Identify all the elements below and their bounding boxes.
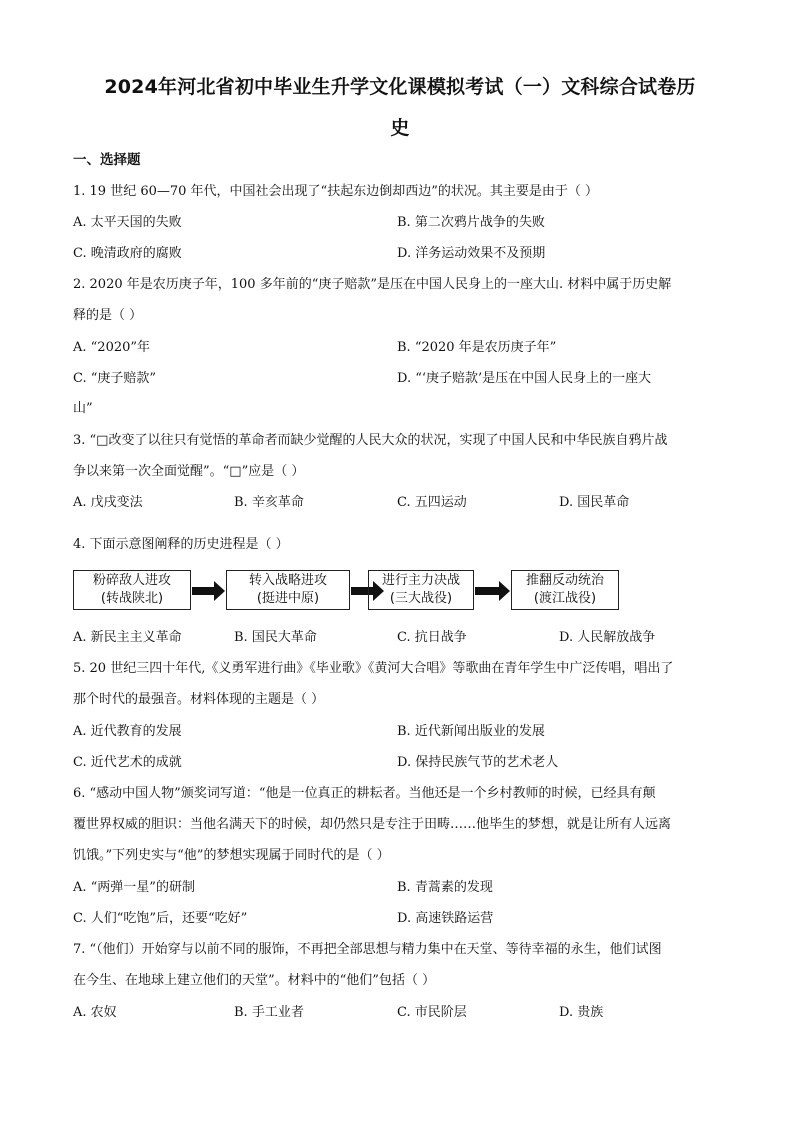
flow-box-4: [511, 570, 619, 610]
question-7-option-d: D. 贵族: [559, 1005, 604, 1020]
process-flow-diagram: [73, 570, 633, 614]
flow-box-3: [368, 570, 474, 610]
flow-box-1-subtitle: (转战陕北): [100, 591, 164, 606]
question-5-stem-line2: 那个时代的最强音。材料体现的主题是（ ）: [73, 692, 325, 707]
question-3-stem-line2: 争以来第一次全面觉醒”。“□”应是（ ）: [73, 464, 305, 479]
flow-box-2-subtitle: (挺进中原): [256, 591, 320, 606]
exam-title-line1: 2024年河北省初中毕业生升学文化课模拟考试（一）文科综合试卷历: [104, 76, 696, 98]
question-5-option-d: D. 保持民族气节的艺术老人: [397, 755, 559, 770]
question-5-option-b: B. 近代新闻出版业的发展: [397, 724, 545, 739]
question-6-stem-line1: 6. “感动中国人物”颁奖词写道：“他是一位真正的耕耘者。当他还是一个乡村教师的时候，已经具有颠: [73, 786, 656, 801]
question-5-stem-line1: 5. 20 世纪三四十年代,《义勇军进行曲》《毕业歌》《黄河大合唱》等歌曲在青年学生中广泛传唱，唱出了: [73, 661, 674, 676]
question-1-option-c: C. 晚清政府的腐败: [73, 246, 182, 261]
question-2-option-c: C. “庚子赔款”: [73, 371, 157, 386]
question-6-stem-line2: 覆世界权威的胆识：当他名满天下的时候，却仍然只是专注于田畴……他毕生的梦想，就是让所有人远离: [73, 817, 672, 832]
question-3-option-a: A. 戊戌变法: [73, 495, 143, 510]
question-5-option-c: C. 近代艺术的成就: [73, 755, 182, 770]
question-2-option-b: B. “2020 年是农历庚子年”: [397, 340, 557, 355]
question-6-option-d: D. 高速铁路运营: [397, 911, 494, 926]
question-6-option-a: A. “两弹一星”的研制: [73, 880, 195, 895]
question-7-option-b: B. 手工业者: [234, 1005, 304, 1020]
question-5-option-a: A. 近代教育的发展: [73, 724, 182, 739]
question-4-option-c: C. 抗日战争: [397, 630, 467, 645]
question-2-option-a: A. “2020”年: [73, 340, 151, 355]
question-6-stem-line3: 饥饿。”下列史实与“他”的梦想实现属于同时代的是（ ）: [73, 848, 390, 863]
question-6-option-b: B. 青蒿素的发现: [397, 880, 493, 895]
exam-title-line2: 史: [390, 117, 410, 139]
flow-box-4-subtitle: (渡江战役): [533, 591, 597, 606]
flow-box-3-subtitle: (三大战役): [389, 591, 453, 606]
question-2-stem-line2: 释的是（ ）: [73, 308, 143, 323]
question-7-stem-line2: 在今生、在地球上建立他们的天堂”。材料中的“他们”包括（ ）: [73, 973, 436, 988]
question-3-option-b: B. 辛亥革命: [234, 495, 304, 510]
question-4-option-b: B. 国民大革命: [234, 630, 317, 645]
question-2-option-d: D. “‘庚子赔款’是压在中国人民身上的一座大: [397, 371, 652, 386]
question-4-stem: 4. 下面示意图阐释的历史进程是（ ）: [73, 537, 289, 552]
flow-arrow-3-icon: [475, 580, 511, 602]
question-7-option-c: C. 市民阶层: [397, 1005, 467, 1020]
flow-box-2-title: 转入战略进攻: [248, 573, 327, 588]
flow-box-3-title: 进行主力决战: [381, 573, 460, 588]
flow-box-2: [226, 570, 350, 610]
question-4-option-d: D. 人民解放战争: [559, 630, 656, 645]
flow-arrow-1-icon: [192, 580, 226, 602]
question-3-option-c: C. 五四运动: [397, 495, 467, 510]
question-7-option-a: A. 农奴: [73, 1005, 117, 1020]
question-3-option-d: D. 国民革命: [559, 495, 630, 510]
question-3-stem-line1: 3. “□改变了以往只有觉悟的革命者而缺少觉醒的人民大众的状况，实现了中国人民和中华民族自鸦片战: [73, 433, 668, 448]
question-2-stem-line1: 2. 2020 年是农历庚子年，100 多年前的“庚子赔款”是压在中国人民身上的一座大山. 材料中属于历史解: [73, 277, 672, 292]
question-4-option-a: A. 新民主主义革命: [73, 630, 182, 645]
question-1-option-d: D. 洋务运动效果不及预期: [397, 246, 546, 261]
question-6-option-c: C. 人们“吃饱”后，还要“吃好”: [73, 911, 248, 926]
section-heading: 一、选择题: [73, 152, 141, 168]
question-1-option-b: B. 第二次鸦片战争的失败: [397, 215, 545, 230]
flow-box-1-title: 粉碎敌人进攻: [92, 573, 171, 588]
question-2-option-d-wrap: 山”: [73, 401, 93, 416]
question-1-stem: 1. 19 世纪 60—70 年代，中国社会出现了“扶起东边倒却西边”的状况。其主要是由于（ ）: [73, 184, 598, 199]
flow-box-1: [73, 570, 191, 610]
question-1-option-a: A. 太平天国的失败: [73, 215, 182, 230]
question-7-stem-line1: 7. “（他们）开始穿与以前不同的服饰，不再把全部思想与精力集中在天堂、等待幸福的永生，他们试图: [73, 942, 662, 957]
flow-box-4-title: 推翻反动统治: [525, 573, 604, 588]
